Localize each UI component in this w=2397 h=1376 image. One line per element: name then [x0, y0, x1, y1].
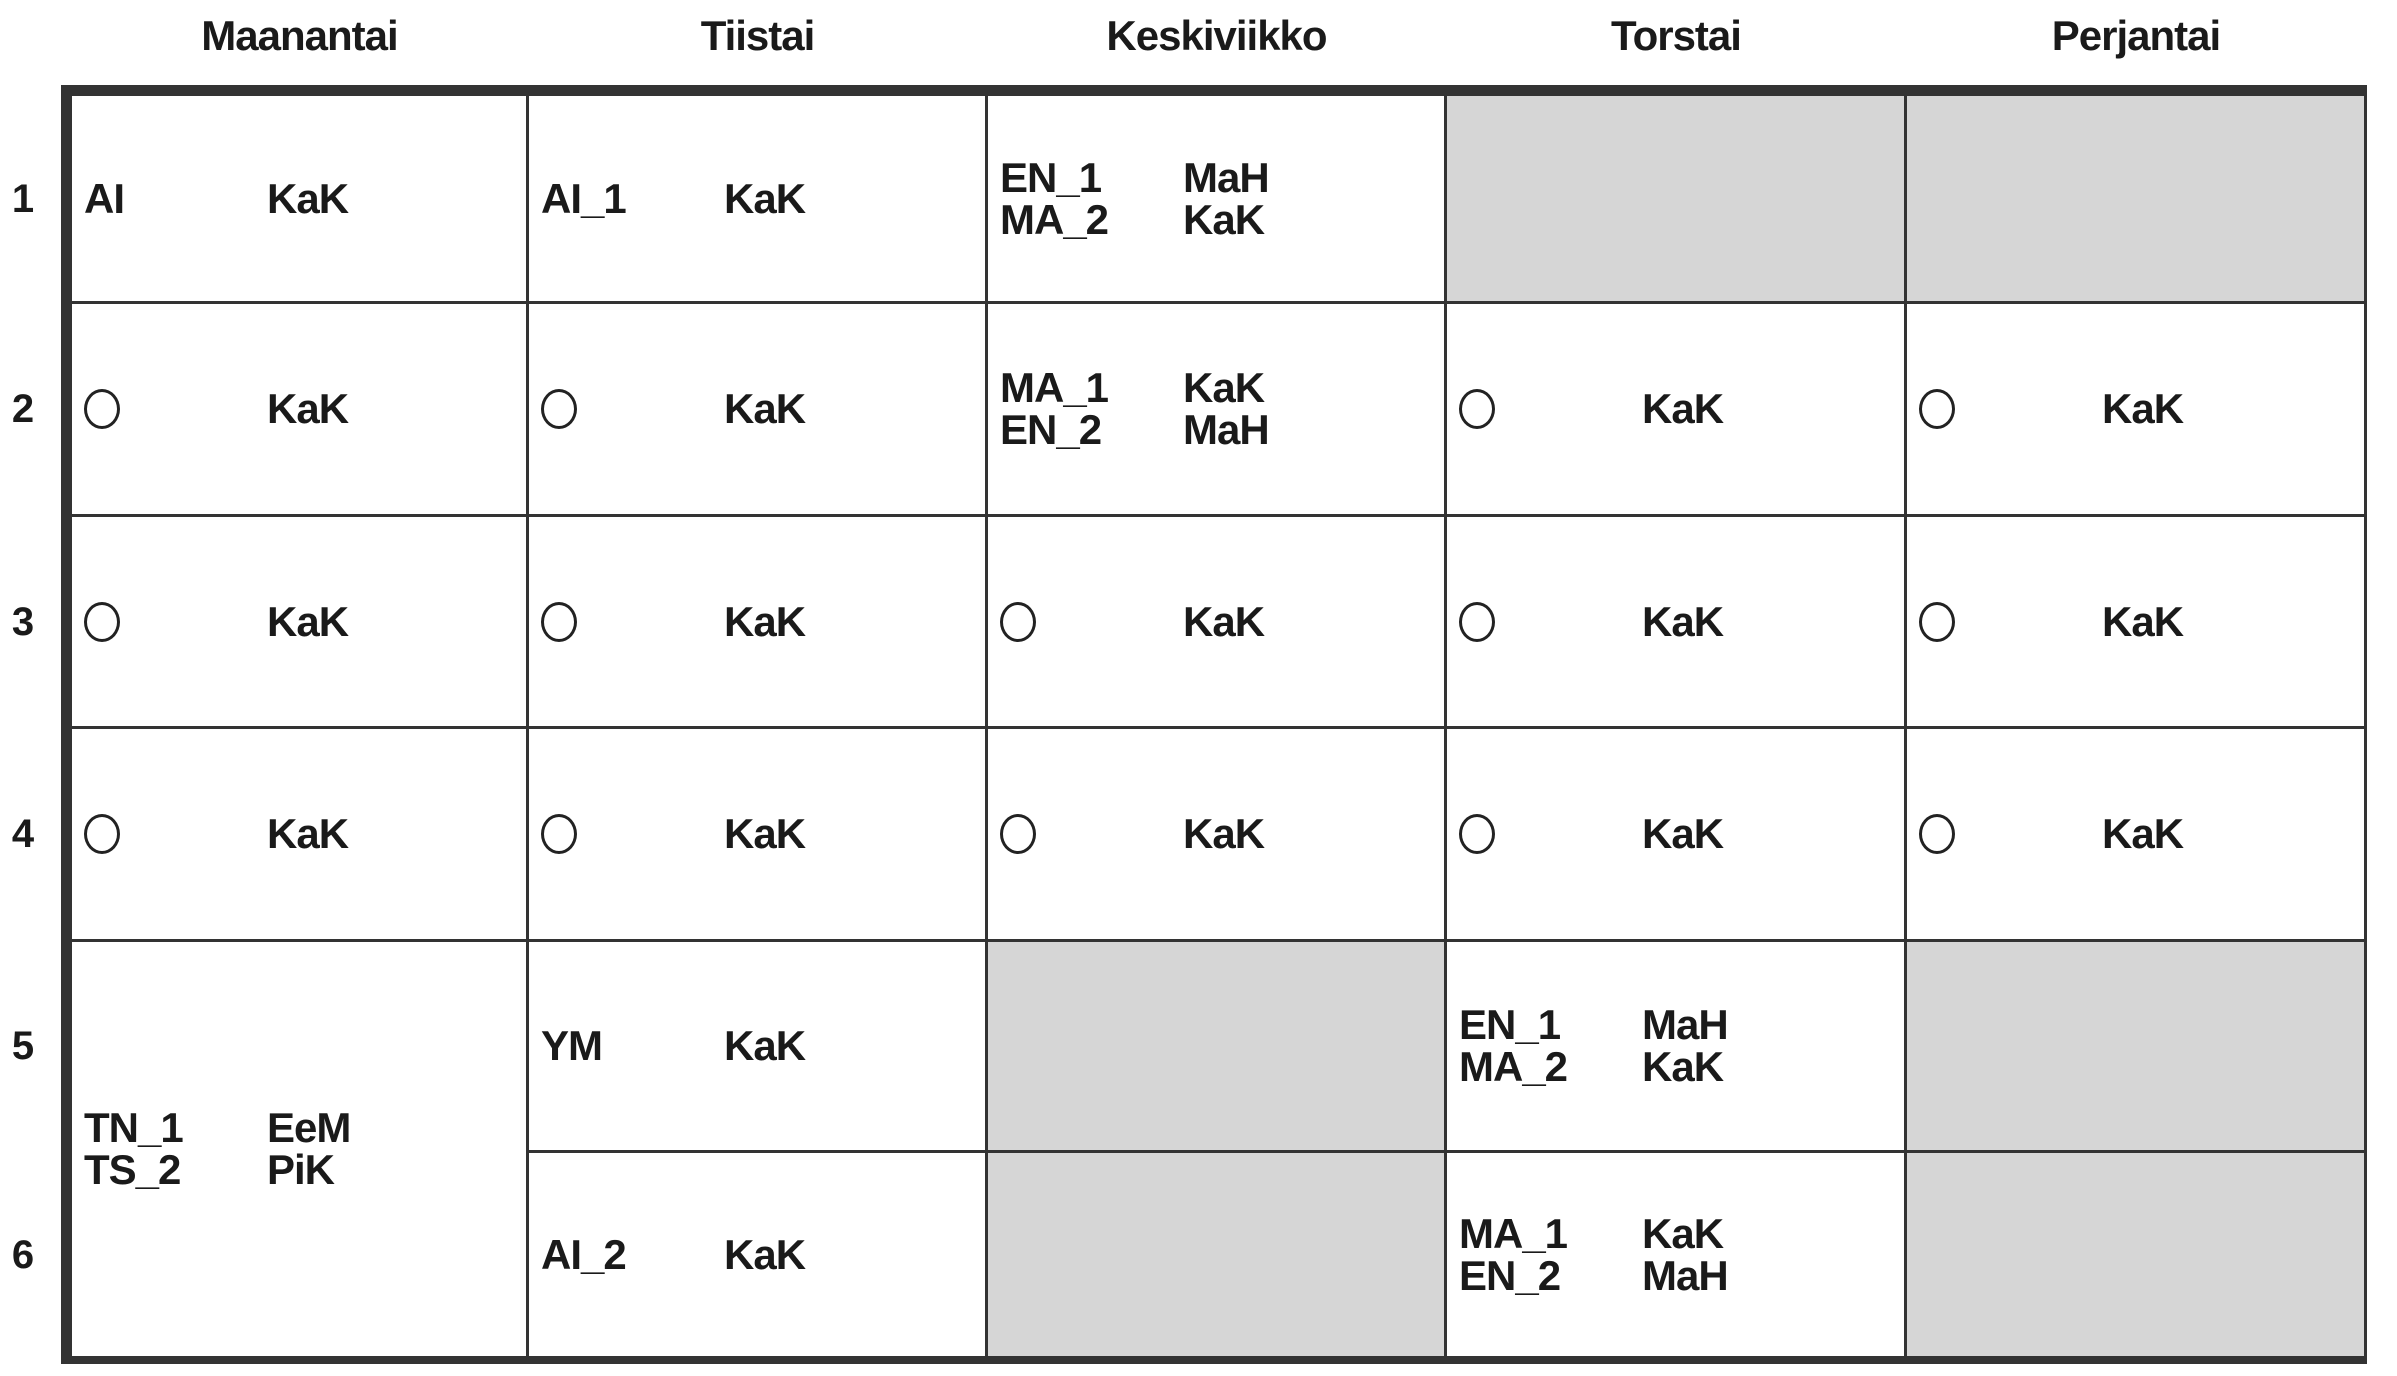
circle-icon: [541, 814, 577, 854]
circle-icon: [1459, 389, 1495, 429]
teacher-code: KaK: [1183, 597, 1265, 645]
course-code: MA_2: [1459, 1043, 1568, 1090]
lesson-slot: [72, 304, 526, 514]
course-code: EN_1: [1000, 153, 1102, 201]
teacher-code: KaK: [724, 810, 806, 857]
period-label: 3: [11, 599, 35, 644]
teacher-code: KaK: [724, 385, 806, 432]
course-code: YM: [541, 1022, 602, 1069]
teacher-code: PiK: [267, 1146, 335, 1193]
lesson-slot: [72, 942, 526, 1356]
lesson-slot: [72, 517, 526, 726]
teacher-code: KaK: [724, 1022, 806, 1069]
lesson-slot: [1447, 1153, 1904, 1356]
teacher-code: EeM: [267, 1104, 351, 1151]
teacher-code: MaH: [1642, 1251, 1728, 1299]
teacher-code: KaK: [1642, 1043, 1724, 1090]
circle-icon: [1919, 602, 1955, 642]
empty-slot: [988, 942, 1444, 1150]
period-label: 6: [11, 1232, 35, 1277]
circle-icon: [1459, 602, 1495, 642]
day-header: Tiistai: [700, 12, 815, 59]
teacher-code: KaK: [1183, 810, 1265, 857]
teacher-code: KaK: [267, 597, 349, 645]
circle-icon: [84, 602, 120, 642]
circle-icon: [1000, 814, 1036, 854]
teacher-code: KaK: [1183, 364, 1265, 411]
circle-icon: [1459, 814, 1495, 854]
lesson-slot: [1907, 517, 2364, 726]
period-label: 5: [11, 1024, 35, 1068]
teacher-code: KaK: [1642, 385, 1724, 432]
day-header: Torstai: [1611, 12, 1741, 59]
circle-icon: [1919, 389, 1955, 429]
lesson-slot: [1447, 942, 1904, 1150]
teacher-code: KaK: [267, 810, 349, 857]
lesson-slot: [1907, 729, 2364, 939]
empty-slot: [1907, 96, 2364, 301]
teacher-code: KaK: [1183, 195, 1265, 243]
teacher-code: KaK: [2102, 597, 2184, 645]
lesson-slot: [988, 517, 1444, 726]
course-code: MA_1: [1459, 1209, 1568, 1257]
lesson-slot: [1447, 729, 1904, 939]
course-code: AI_1: [541, 174, 626, 222]
course-code: AI_2: [541, 1230, 626, 1278]
course-code: TN_1: [84, 1104, 183, 1151]
lesson-slot: [1907, 304, 2364, 514]
course-code: MA_2: [1000, 195, 1109, 243]
period-label: 1: [11, 176, 35, 221]
lesson-slot: [1447, 304, 1904, 514]
lesson-slot: [529, 517, 985, 726]
teacher-code: KaK: [1642, 1209, 1724, 1257]
course-code: EN_2: [1000, 406, 1102, 453]
empty-slot: [988, 1153, 1444, 1356]
lesson-slot: [72, 96, 526, 301]
lesson-slot: [529, 96, 985, 301]
lesson-slot: [529, 942, 985, 1150]
period-label: 4: [11, 812, 35, 856]
circle-icon: [84, 389, 120, 429]
period-label: 2: [11, 387, 35, 431]
empty-slot: [1907, 942, 2364, 1150]
lesson-slot: [1447, 517, 1904, 726]
day-header: Perjantai: [2051, 12, 2221, 59]
circle-icon: [84, 814, 120, 854]
day-header: Maanantai: [201, 12, 398, 59]
empty-slot: [1447, 96, 1904, 301]
lesson-slot: [529, 304, 985, 514]
lesson-slot: [988, 96, 1444, 301]
teacher-code: KaK: [1642, 597, 1724, 645]
lesson-slot: [72, 729, 526, 939]
lesson-slot: [988, 304, 1444, 514]
empty-slot: [1907, 1153, 2364, 1356]
circle-icon: [1000, 602, 1036, 642]
teacher-code: KaK: [724, 597, 806, 645]
circle-icon: [541, 602, 577, 642]
teacher-code: KaK: [267, 385, 349, 432]
teacher-code: KaK: [2102, 810, 2184, 857]
course-code: MA_1: [1000, 364, 1109, 411]
course-code: TS_2: [84, 1146, 181, 1193]
lesson-slot: [529, 729, 985, 939]
course-code: EN_1: [1459, 1001, 1561, 1048]
timetable-grid: [61, 85, 2367, 1364]
teacher-code: KaK: [724, 1230, 806, 1278]
teacher-code: KaK: [267, 174, 349, 222]
day-header: Keskiviikko: [1106, 12, 1327, 59]
circle-icon: [1919, 814, 1955, 854]
circle-icon: [541, 389, 577, 429]
teacher-code: KaK: [724, 174, 806, 222]
teacher-code: KaK: [1642, 810, 1724, 857]
teacher-code: KaK: [2102, 385, 2184, 432]
teacher-code: MaH: [1642, 1001, 1728, 1048]
teacher-code: MaH: [1183, 153, 1269, 201]
lesson-slot: [529, 1153, 985, 1356]
course-code: AI: [84, 174, 124, 222]
lesson-slot: [988, 729, 1444, 939]
course-code: EN_2: [1459, 1251, 1561, 1299]
teacher-code: MaH: [1183, 406, 1269, 453]
